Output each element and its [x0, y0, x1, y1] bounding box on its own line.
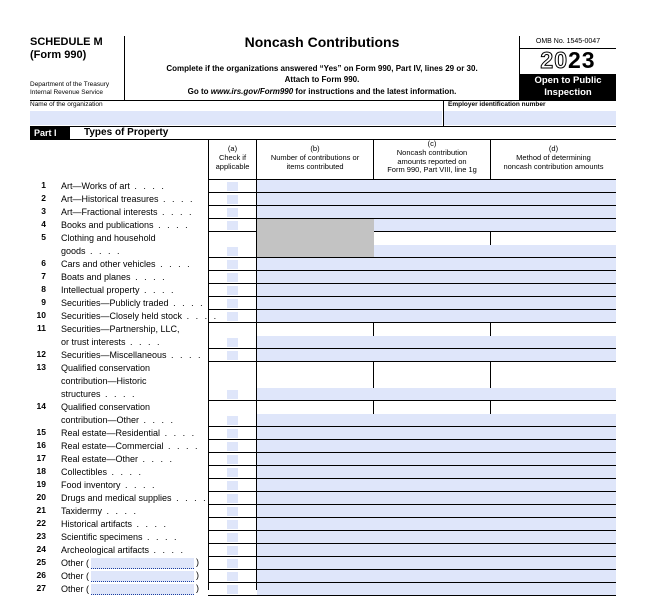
- valuation-method-input[interactable]: [491, 245, 616, 257]
- valuation-method-input[interactable]: [491, 531, 616, 543]
- contributions-count-input[interactable]: [257, 518, 374, 530]
- valuation-method-input[interactable]: [491, 557, 616, 569]
- row-number: 23: [36, 531, 46, 541]
- org-name-input[interactable]: [30, 111, 442, 125]
- table-row: [30, 180, 616, 193]
- table-row: [30, 427, 616, 440]
- applicable-checkbox[interactable]: [227, 494, 238, 503]
- row-number: 19: [36, 479, 46, 489]
- row-number: 6: [41, 258, 46, 268]
- row-label: Art—Fractional interests . . . .: [61, 207, 194, 217]
- table-row: [30, 453, 616, 466]
- contributions-count-input[interactable]: [257, 180, 374, 192]
- row-label-text: Taxidermy: [61, 506, 103, 516]
- table-row: [30, 284, 616, 297]
- applicable-checkbox[interactable]: [227, 442, 238, 451]
- contributions-count-input[interactable]: [257, 492, 374, 504]
- contributions-count-input[interactable]: [257, 427, 374, 439]
- contribution-amount-input[interactable]: [374, 492, 491, 504]
- row-label-text: Real estate—Residential: [61, 428, 161, 438]
- close-paren: ): [196, 570, 199, 580]
- row-label-text: Securities—Closely held stock: [61, 311, 183, 321]
- column-d-header: (d) Method of determining noncash contribution amounts: [503, 144, 604, 171]
- table-row: [30, 492, 616, 505]
- department-label: Department of the Treasury: [30, 81, 110, 88]
- contribution-amount-input[interactable]: [374, 479, 491, 491]
- contribution-amount-input[interactable]: [374, 193, 491, 205]
- row-number: 22: [36, 518, 46, 528]
- row-number: 4: [41, 219, 46, 229]
- contribution-amount-input[interactable]: [374, 518, 491, 530]
- schedule-id: [30, 36, 103, 62]
- valuation-method-input[interactable]: [491, 492, 616, 504]
- valuation-method-input[interactable]: [491, 206, 616, 218]
- applicable-checkbox[interactable]: [227, 520, 238, 529]
- row-number: 20: [36, 492, 46, 502]
- close-paren: ): [196, 583, 199, 593]
- tax-year: 2023: [540, 47, 596, 73]
- schedule-label: SCHEDULE M: [30, 36, 103, 48]
- contributions-count-input[interactable]: [257, 310, 374, 322]
- row-label: Securities—Publicly traded . . . .: [61, 298, 205, 308]
- contribution-amount-input[interactable]: [374, 583, 491, 595]
- omb-number: OMB No. 1545-0047: [535, 38, 601, 45]
- irs-link[interactable]: www.irs.gov/Form990: [210, 87, 294, 96]
- valuation-method-input[interactable]: [491, 297, 616, 309]
- contribution-amount-input[interactable]: [374, 310, 491, 322]
- part-label: Part I: [30, 127, 70, 139]
- valuation-method-input[interactable]: [491, 414, 616, 426]
- valuation-method-input[interactable]: [491, 180, 616, 192]
- row-label: Archeological artifacts . . . .: [61, 545, 186, 555]
- applicable-checkbox[interactable]: [227, 468, 238, 477]
- contributions-count-input[interactable]: [257, 453, 374, 465]
- table-row: [30, 570, 616, 583]
- contribution-amount-input[interactable]: [374, 336, 491, 348]
- valuation-method-input[interactable]: [491, 466, 616, 478]
- row-label-text: Other (: [61, 571, 90, 581]
- valuation-method-input[interactable]: [491, 427, 616, 439]
- valuation-method-input[interactable]: [491, 284, 616, 296]
- contributions-count-input[interactable]: [257, 414, 374, 426]
- valuation-method-input[interactable]: [491, 271, 616, 283]
- form-label: (Form 990): [30, 49, 87, 61]
- contribution-amount-input[interactable]: [374, 414, 491, 426]
- row-number: 24: [36, 544, 46, 554]
- column-c-header: (c) Noncash contribution amounts reported on Form 990, Part VIII, line 1g: [387, 139, 477, 175]
- row-label: Securities—Closely held stock . . . .: [61, 311, 219, 321]
- contributions-count-input[interactable]: [257, 258, 374, 270]
- contribution-amount-input[interactable]: [374, 440, 491, 452]
- contribution-amount-input[interactable]: [374, 505, 491, 517]
- contribution-amount-input[interactable]: [374, 453, 491, 465]
- contributions-count-input[interactable]: [257, 271, 374, 283]
- contribution-amount-input[interactable]: [374, 531, 491, 543]
- row-label-text: Historical artifacts: [61, 519, 133, 529]
- applicable-checkbox[interactable]: [227, 208, 238, 217]
- row-number: 12: [36, 349, 46, 359]
- applicable-checkbox[interactable]: [227, 546, 238, 555]
- row-label-text: contribution—Other: [61, 415, 140, 425]
- row-number: 16: [36, 440, 46, 450]
- ein-input[interactable]: [444, 111, 616, 125]
- row-label-text: Other (: [61, 584, 90, 594]
- row-label: Art—Works of art . . . .: [61, 181, 166, 191]
- row-label: Real estate—Commercial . . . .: [61, 441, 200, 451]
- applicable-checkbox[interactable]: [227, 481, 238, 490]
- applicable-checkbox[interactable]: [227, 559, 238, 568]
- table-row: [30, 466, 616, 479]
- applicable-checkbox[interactable]: [227, 507, 238, 516]
- row-number: 3: [41, 206, 46, 216]
- table-row: [30, 310, 616, 323]
- row-number: 2: [41, 193, 46, 203]
- other-description-input[interactable]: [91, 558, 194, 569]
- department-block: [30, 81, 109, 97]
- row-number: 18: [36, 466, 46, 476]
- row-label-text: Archeological artifacts: [61, 545, 150, 555]
- table-row: [30, 518, 616, 531]
- ein-label: Employer identification number: [448, 101, 546, 108]
- row-number: 1: [41, 180, 46, 190]
- contributions-count-input[interactable]: [257, 570, 374, 582]
- table-row: [30, 362, 616, 401]
- applicable-checkbox[interactable]: [227, 247, 238, 256]
- table-row: [30, 401, 616, 427]
- row-label-text: Boats and planes: [61, 272, 131, 282]
- valuation-method-input[interactable]: [491, 583, 616, 595]
- row-label-text: Clothing and household: [61, 233, 156, 243]
- applicable-checkbox[interactable]: [227, 221, 238, 230]
- row-label: Scientific specimens . . . .: [61, 532, 179, 542]
- row-number: 17: [36, 453, 46, 463]
- row-number: 13: [36, 362, 46, 372]
- valuation-method-input[interactable]: [491, 349, 616, 361]
- applicable-checkbox[interactable]: [227, 429, 238, 438]
- applicable-checkbox[interactable]: [227, 338, 238, 347]
- applicable-checkbox[interactable]: [227, 351, 238, 360]
- instruction-line-1: Complete if the organizations answered “Yes” on Form 990, Part IV, lines 29 or 30.: [166, 64, 478, 73]
- contribution-amount-input[interactable]: [374, 180, 491, 192]
- applicable-checkbox[interactable]: [227, 533, 238, 542]
- row-label-text: Qualified conservation: [61, 363, 151, 373]
- row-label: Intellectual property . . . .: [61, 285, 176, 295]
- contributions-count-input[interactable]: [257, 531, 374, 543]
- row-label-text: structures: [61, 389, 101, 399]
- row-label-text: goods: [61, 246, 86, 256]
- table-row: [30, 479, 616, 492]
- row-label: Real estate—Other . . . .: [61, 454, 175, 464]
- applicable-checkbox[interactable]: [227, 260, 238, 269]
- divider: [30, 139, 616, 140]
- table-row: [30, 258, 616, 271]
- row-label: Collectibles . . . .: [61, 467, 144, 477]
- contributions-count-input[interactable]: [257, 583, 374, 595]
- row-number: 25: [36, 557, 46, 567]
- instruction-line-2: Attach to Form 990.: [284, 75, 360, 84]
- row-label: Securities—Partnership, LLC, or trust interests . . . .: [61, 324, 180, 347]
- valuation-method-input[interactable]: [491, 518, 616, 530]
- contribution-amount-input[interactable]: [374, 206, 491, 218]
- valuation-method-input[interactable]: [491, 453, 616, 465]
- instruction-line-3: Go to www.irs.gov/Form990 for instructions and the latest information.: [187, 87, 457, 96]
- row-label-text: Securities—Partnership, LLC,: [61, 324, 180, 334]
- contribution-amount-input[interactable]: [374, 388, 491, 400]
- column-b-header: (b) Number of contributions or items contributed: [270, 144, 360, 171]
- row-label: Qualified conservation contribution—Other . . . .: [61, 402, 176, 425]
- column-a-header: (a) Check if applicable: [215, 144, 250, 171]
- contribution-amount-input[interactable]: [374, 284, 491, 296]
- applicable-checkbox[interactable]: [227, 182, 238, 191]
- row-label: Food inventory . . . .: [61, 480, 157, 490]
- row-label: Cars and other vehicles . . . .: [61, 259, 192, 269]
- contributions-count-input[interactable]: [257, 505, 374, 517]
- row-label-text: Books and publications: [61, 220, 154, 230]
- applicable-checkbox[interactable]: [227, 572, 238, 581]
- applicable-checkbox[interactable]: [227, 286, 238, 295]
- row-label: Securities—Miscellaneous . . . .: [61, 350, 203, 360]
- table-row: [30, 544, 616, 557]
- row-label-text: Food inventory: [61, 480, 121, 490]
- valuation-method-input[interactable]: [491, 544, 616, 556]
- contributions-count-input[interactable]: [257, 557, 374, 569]
- table-row: [30, 440, 616, 453]
- row-number: 7: [41, 271, 46, 281]
- divider: [124, 36, 125, 100]
- contribution-amount-input[interactable]: [374, 258, 491, 270]
- row-label-text: Securities—Miscellaneous: [61, 350, 167, 360]
- table-row: [30, 531, 616, 544]
- valuation-method-input[interactable]: [491, 310, 616, 322]
- table-row: [30, 297, 616, 310]
- table-row: [30, 323, 616, 349]
- row-label-text: Drugs and medical supplies: [61, 493, 172, 503]
- row-number: 10: [36, 310, 46, 320]
- valuation-method-input[interactable]: [491, 388, 616, 400]
- row-label: Art—Historical treasures . . . .: [61, 194, 195, 204]
- contributions-count-input[interactable]: [257, 544, 374, 556]
- row-label: Real estate—Residential . . . .: [61, 428, 197, 438]
- valuation-method-input[interactable]: [491, 336, 616, 348]
- applicable-checkbox[interactable]: [227, 390, 238, 399]
- contribution-amount-input[interactable]: [374, 271, 491, 283]
- contributions-count-input[interactable]: [257, 349, 374, 361]
- open-to-public-badge: Open to Public Inspection: [520, 74, 616, 100]
- contribution-amount-input[interactable]: [374, 544, 491, 556]
- contribution-amount-input[interactable]: [374, 219, 491, 231]
- table-row: [30, 193, 616, 206]
- close-paren: ): [196, 557, 199, 567]
- valuation-method-input[interactable]: [491, 505, 616, 517]
- contributions-count-input[interactable]: [257, 388, 374, 400]
- row-label-text: Securities—Publicly traded: [61, 298, 169, 308]
- row-label-text: Qualified conservation: [61, 402, 151, 412]
- contribution-amount-input[interactable]: [374, 570, 491, 582]
- contributions-count-input[interactable]: [257, 466, 374, 478]
- contribution-amount-input[interactable]: [374, 245, 491, 257]
- applicable-checkbox[interactable]: [227, 273, 238, 282]
- row-label-text: Intellectual property: [61, 285, 140, 295]
- row-label: Boats and planes . . . .: [61, 272, 167, 282]
- table-row: [30, 206, 616, 219]
- contribution-amount-input[interactable]: [374, 349, 491, 361]
- row-label: Qualified conservation contribution—Historic structures . . . .: [61, 363, 151, 399]
- table-row: [30, 232, 616, 258]
- row-label-text: or trust interests: [61, 337, 126, 347]
- applicable-checkbox[interactable]: [227, 312, 238, 321]
- contribution-amount-input[interactable]: [374, 557, 491, 569]
- row-label-text: Real estate—Other: [61, 454, 139, 464]
- row-number: 27: [36, 583, 46, 593]
- table-row: [30, 557, 616, 570]
- valuation-method-input[interactable]: [491, 440, 616, 452]
- contributions-count-input[interactable]: [257, 284, 374, 296]
- other-description-input[interactable]: [91, 571, 194, 582]
- contributions-count-input[interactable]: [257, 440, 374, 452]
- contributions-count-input[interactable]: [257, 193, 374, 205]
- irs-label: Internal Revenue Service: [30, 89, 103, 96]
- table-row: [30, 505, 616, 518]
- contributions-count-input: [257, 231, 374, 258]
- row-label-text: Art—Works of art: [61, 181, 130, 191]
- applicable-checkbox[interactable]: [227, 455, 238, 464]
- row-label: Drugs and medical supplies . . . .: [61, 493, 208, 503]
- applicable-checkbox[interactable]: [227, 195, 238, 204]
- row-number: 21: [36, 505, 46, 515]
- row-label-text: Scientific specimens: [61, 532, 143, 542]
- table-row: [30, 271, 616, 284]
- valuation-method-input[interactable]: [491, 219, 616, 231]
- contributions-count-input[interactable]: [257, 336, 374, 348]
- row-label-text: Collectibles: [61, 467, 108, 477]
- row-number: 26: [36, 570, 46, 580]
- table-row: [30, 349, 616, 362]
- row-number: 15: [36, 427, 46, 437]
- valuation-method-input[interactable]: [491, 479, 616, 491]
- contribution-amount-input[interactable]: [374, 466, 491, 478]
- row-label: Books and publications . . . .: [61, 220, 190, 230]
- contribution-amount-input[interactable]: [374, 427, 491, 439]
- part-title: Types of Property: [84, 127, 169, 138]
- org-name-label: Name of the organization: [30, 101, 103, 108]
- row-label-text: Real estate—Commercial: [61, 441, 164, 451]
- row-label-text: Cars and other vehicles: [61, 259, 156, 269]
- row-number: 11: [37, 323, 46, 333]
- row-label-text: Art—Historical treasures: [61, 194, 159, 204]
- contribution-amount-input[interactable]: [374, 297, 491, 309]
- row-label: Historical artifacts . . . .: [61, 519, 169, 529]
- valuation-method-input[interactable]: [491, 570, 616, 582]
- row-label-text: Art—Fractional interests: [61, 207, 158, 217]
- row-number: 8: [41, 284, 46, 294]
- row-label: Taxidermy . . . .: [61, 506, 139, 516]
- valuation-method-input[interactable]: [491, 258, 616, 270]
- applicable-checkbox[interactable]: [227, 299, 238, 308]
- contributions-count-input[interactable]: [257, 297, 374, 309]
- row-label-text: contribution—Historic: [61, 376, 147, 386]
- row-label-text: Other (: [61, 558, 90, 568]
- row-label: Clothing and household goods . . . .: [61, 233, 156, 256]
- contributions-count-input[interactable]: [257, 206, 374, 218]
- applicable-checkbox[interactable]: [227, 416, 238, 425]
- form-title: Noncash Contributions: [244, 34, 400, 50]
- row-number: 5: [41, 232, 46, 242]
- row-number: 14: [36, 401, 46, 411]
- row-number: 9: [41, 297, 46, 307]
- contributions-count-input[interactable]: [257, 479, 374, 491]
- valuation-method-input[interactable]: [491, 193, 616, 205]
